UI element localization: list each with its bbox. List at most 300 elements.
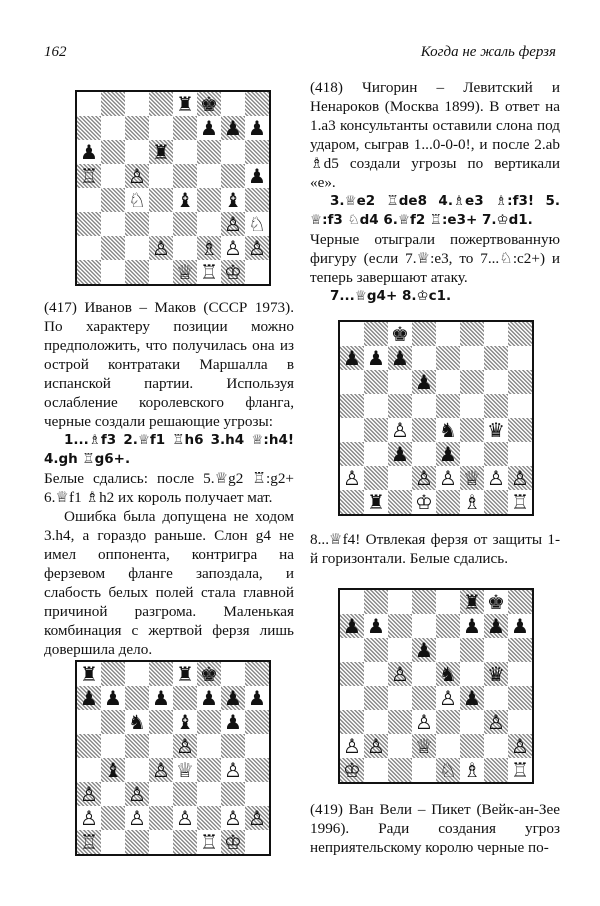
board-square <box>149 830 173 854</box>
board-square <box>364 418 388 442</box>
board-square <box>221 92 245 116</box>
board-square <box>125 734 149 758</box>
board-square <box>245 236 269 260</box>
chess-piece-icon: ♟ <box>439 442 457 466</box>
board-square <box>412 442 436 466</box>
paragraph-418-final: 8...♕f4! Отвлекая ферзя от защиты 1-й горизонтали. Белые сдались. <box>310 531 560 567</box>
board-square <box>364 322 388 346</box>
board-square <box>221 212 245 236</box>
chess-piece-icon: ♟ <box>463 686 481 710</box>
chess-piece-icon: ♟ <box>152 686 170 710</box>
board-square <box>173 140 197 164</box>
board-square <box>340 442 364 466</box>
board-square <box>245 164 269 188</box>
board-square <box>388 686 412 710</box>
chess-piece-icon: ♟ <box>224 686 242 710</box>
board-square <box>77 782 101 806</box>
board-square <box>173 260 197 284</box>
chess-piece-icon: ♛ <box>487 662 505 686</box>
chess-piece-icon: ♔ <box>343 758 361 782</box>
board-square <box>436 490 460 514</box>
chess-piece-icon: ♙ <box>248 806 266 830</box>
board-square <box>340 370 364 394</box>
board-square <box>221 758 245 782</box>
board-square <box>484 322 508 346</box>
board-square <box>125 830 149 854</box>
chess-piece-icon: ♖ <box>80 164 98 188</box>
board-square <box>221 662 245 686</box>
chess-piece-icon: ♘ <box>128 188 146 212</box>
board-square <box>173 164 197 188</box>
page-number: 162 <box>44 44 67 60</box>
chess-piece-icon: ♙ <box>248 236 266 260</box>
board-square <box>101 710 125 734</box>
board-square <box>197 830 221 854</box>
chess-piece-icon: ♙ <box>439 686 457 710</box>
board-square <box>149 236 173 260</box>
board-square <box>340 614 364 638</box>
board-square <box>149 686 173 710</box>
board-square <box>221 734 245 758</box>
board-square <box>221 164 245 188</box>
board-square <box>508 590 532 614</box>
chess-piece-icon: ♙ <box>391 662 409 686</box>
board-square <box>149 710 173 734</box>
board-square <box>340 590 364 614</box>
board-square <box>245 686 269 710</box>
board-square <box>173 734 197 758</box>
board-square <box>460 418 484 442</box>
board-square <box>460 590 484 614</box>
board-square <box>340 346 364 370</box>
chess-piece-icon: ♜ <box>176 662 194 686</box>
chess-piece-icon: ♚ <box>200 92 218 116</box>
board-square <box>101 116 125 140</box>
chess-piece-icon: ♙ <box>415 466 433 490</box>
board-square <box>125 260 149 284</box>
board-square <box>436 734 460 758</box>
board-square <box>125 686 149 710</box>
board-square <box>388 466 412 490</box>
board-square <box>508 758 532 782</box>
chess-piece-icon: ♕ <box>463 466 481 490</box>
chess-piece-icon: ♙ <box>176 734 194 758</box>
chess-piece-icon: ♘ <box>439 758 457 782</box>
board-square <box>245 140 269 164</box>
board-square <box>508 346 532 370</box>
board-square <box>221 140 245 164</box>
board-square <box>508 686 532 710</box>
chess-piece-icon: ♙ <box>224 806 242 830</box>
board-square <box>436 614 460 638</box>
chess-piece-icon: ♟ <box>391 442 409 466</box>
board-square <box>125 188 149 212</box>
board-square <box>197 758 221 782</box>
chess-diagram-419 <box>338 588 534 784</box>
chess-piece-icon: ♗ <box>463 490 481 514</box>
chess-piece-icon: ♕ <box>176 260 194 284</box>
chess-piece-icon: ♜ <box>463 590 481 614</box>
board-square <box>388 710 412 734</box>
chess-piece-icon: ♙ <box>439 466 457 490</box>
board-square <box>436 466 460 490</box>
right-column <box>310 78 560 306</box>
chess-piece-icon: ♟ <box>248 686 266 710</box>
board-square <box>221 236 245 260</box>
board-square <box>149 782 173 806</box>
board-square <box>101 734 125 758</box>
paragraph-417-result: Белые сдались: после 5.♕g2 ♖:g2+ 6.♕f1 ♗h2 их король получает мат. <box>44 470 294 506</box>
board-square <box>412 418 436 442</box>
board-square <box>388 394 412 418</box>
page-header <box>44 44 556 66</box>
board-square <box>364 442 388 466</box>
chess-piece-icon: ♟ <box>104 686 122 710</box>
chess-piece-icon: ♞ <box>128 710 146 734</box>
board-square <box>484 394 508 418</box>
chess-piece-icon: ♟ <box>487 614 505 638</box>
board-square <box>484 614 508 638</box>
board-square <box>460 490 484 514</box>
board-square <box>101 92 125 116</box>
board-square <box>173 782 197 806</box>
board-square <box>101 260 125 284</box>
board-square <box>412 710 436 734</box>
board-square <box>436 346 460 370</box>
chess-diagram-bottom <box>75 660 271 856</box>
board-square <box>364 758 388 782</box>
board-square <box>484 442 508 466</box>
paragraph-417-intro: (417) Иванов – Маков (СССР 1973). По характеру позиции можно предположить, что получилась она из острой контратаки Маршалла в испанской партии. Используя ослабление королевского фланга, черные создали решающие угрозы: <box>44 299 294 430</box>
board-square <box>412 758 436 782</box>
board-square <box>412 734 436 758</box>
chess-piece-icon: ♙ <box>224 212 242 236</box>
board-square <box>460 686 484 710</box>
board-square <box>245 260 269 284</box>
board-square <box>460 638 484 662</box>
chess-diagram-417 <box>75 90 271 286</box>
board-square <box>77 686 101 710</box>
board-square <box>221 260 245 284</box>
board-square <box>125 782 149 806</box>
board-square <box>173 686 197 710</box>
board-square <box>173 806 197 830</box>
board-square <box>508 662 532 686</box>
board-square <box>484 370 508 394</box>
board-square <box>173 830 197 854</box>
board-square <box>388 638 412 662</box>
board-square <box>484 662 508 686</box>
left-column <box>44 298 294 659</box>
paragraph-418-intro: (418) Чигорин – Левитский и Ненароков (Москва 1899). В ответ на 1.а3 консультанты оставили слона под ударом, сыграв 1...0-0-0!, и после 2.ab ♗d5 создали угрозы по вертикали «е». <box>310 79 560 191</box>
board-square <box>221 188 245 212</box>
board-square <box>101 164 125 188</box>
board-square <box>149 140 173 164</box>
board-square <box>484 686 508 710</box>
board-square <box>173 758 197 782</box>
board-square <box>77 236 101 260</box>
board-square <box>173 662 197 686</box>
board-square <box>412 590 436 614</box>
chess-piece-icon: ♜ <box>176 92 194 116</box>
board-square <box>340 710 364 734</box>
board-square <box>149 758 173 782</box>
chess-piece-icon: ♝ <box>104 758 122 782</box>
board-square <box>484 638 508 662</box>
board-square <box>125 662 149 686</box>
board-square <box>125 212 149 236</box>
board-square <box>77 662 101 686</box>
board-square <box>101 662 125 686</box>
board-square <box>484 710 508 734</box>
board-square <box>125 806 149 830</box>
board-square <box>197 164 221 188</box>
board-square <box>197 140 221 164</box>
board-square <box>125 710 149 734</box>
board-square <box>412 394 436 418</box>
board-square <box>508 638 532 662</box>
chess-piece-icon: ♝ <box>224 188 242 212</box>
board-square <box>460 322 484 346</box>
board-square <box>340 638 364 662</box>
chess-piece-icon: ♟ <box>80 686 98 710</box>
board-square <box>460 614 484 638</box>
board-square <box>436 590 460 614</box>
chess-piece-icon: ♖ <box>511 490 529 514</box>
board-square <box>149 188 173 212</box>
board-square <box>460 466 484 490</box>
chess-piece-icon: ♙ <box>367 734 385 758</box>
chess-piece-icon: ♙ <box>511 466 529 490</box>
board-square <box>508 322 532 346</box>
board-square <box>436 710 460 734</box>
board-square <box>364 734 388 758</box>
chess-piece-icon: ♟ <box>224 116 242 140</box>
board-square <box>484 490 508 514</box>
chess-piece-icon: ♚ <box>487 590 505 614</box>
board-square <box>197 116 221 140</box>
chess-piece-icon: ♝ <box>176 188 194 212</box>
board-square <box>364 490 388 514</box>
board-square <box>388 590 412 614</box>
board-square <box>149 164 173 188</box>
board-square <box>484 346 508 370</box>
chess-piece-icon: ♕ <box>176 758 194 782</box>
board-square <box>388 490 412 514</box>
chess-piece-icon: ♟ <box>415 638 433 662</box>
board-square <box>197 92 221 116</box>
board-square <box>101 236 125 260</box>
board-square <box>436 418 460 442</box>
board-square <box>484 734 508 758</box>
board-square <box>508 370 532 394</box>
board-square <box>197 710 221 734</box>
board-square <box>508 614 532 638</box>
board-square <box>364 370 388 394</box>
board-square <box>77 830 101 854</box>
chess-piece-icon: ♖ <box>200 260 218 284</box>
chess-piece-icon: ♙ <box>224 236 242 260</box>
board-square <box>77 806 101 830</box>
chess-piece-icon: ♙ <box>343 466 361 490</box>
chess-piece-icon: ♟ <box>463 614 481 638</box>
chess-piece-icon: ♙ <box>152 236 170 260</box>
board-square <box>412 490 436 514</box>
board-square <box>412 638 436 662</box>
board-square <box>460 442 484 466</box>
board-square <box>388 442 412 466</box>
board-square <box>173 212 197 236</box>
chess-piece-icon: ♟ <box>415 370 433 394</box>
board-square <box>197 662 221 686</box>
board-square <box>412 662 436 686</box>
board-square <box>484 758 508 782</box>
board-square <box>388 322 412 346</box>
chess-piece-icon: ♜ <box>152 140 170 164</box>
board-square <box>125 92 149 116</box>
board-square <box>436 662 460 686</box>
paragraph-417-comment: Ошибка была допущена не ходом 3.h4, а гораздо раньше. Слон g4 не имел оппонента, контригра на ферзевом фланге запоздала, и слабость белых полей стала главной причиной разгрома. Маленькая комбинация с жертвой ферзя лишь довершила дело. <box>44 508 294 658</box>
board-square <box>173 236 197 260</box>
board-square <box>340 394 364 418</box>
board-square <box>197 686 221 710</box>
board-square <box>508 734 532 758</box>
board-square <box>197 260 221 284</box>
board-square <box>77 92 101 116</box>
board-square <box>149 116 173 140</box>
board-square <box>460 394 484 418</box>
board-square <box>77 212 101 236</box>
chess-piece-icon: ♟ <box>367 346 385 370</box>
chess-piece-icon: ♙ <box>487 710 505 734</box>
chess-piece-icon: ♙ <box>152 758 170 782</box>
board-square <box>245 806 269 830</box>
board-square <box>364 686 388 710</box>
board-square <box>101 806 125 830</box>
board-square <box>340 686 364 710</box>
board-square <box>364 346 388 370</box>
board-square <box>436 394 460 418</box>
board-square <box>149 734 173 758</box>
board-square <box>412 466 436 490</box>
board-square <box>197 734 221 758</box>
board-square <box>508 418 532 442</box>
board-square <box>484 418 508 442</box>
chess-piece-icon: ♙ <box>128 782 146 806</box>
board-square <box>101 188 125 212</box>
board-square <box>245 734 269 758</box>
board-square <box>364 638 388 662</box>
chess-piece-icon: ♞ <box>439 662 457 686</box>
board-square <box>245 116 269 140</box>
board-square <box>125 758 149 782</box>
chess-piece-icon: ♛ <box>487 418 505 442</box>
board-square <box>436 370 460 394</box>
board-square <box>77 164 101 188</box>
board-square <box>460 758 484 782</box>
chess-piece-icon: ♙ <box>415 710 433 734</box>
board-square <box>149 260 173 284</box>
board-square <box>101 212 125 236</box>
chess-piece-icon: ♕ <box>415 734 433 758</box>
moves-417: 1...♗f3 2.♕f1 ♖h6 3.h4 ♕:h4! 4.gh ♖g6+. <box>44 432 294 467</box>
chess-piece-icon: ♚ <box>200 662 218 686</box>
chess-piece-icon: ♖ <box>200 830 218 854</box>
board-square <box>221 116 245 140</box>
board-square <box>101 782 125 806</box>
chess-piece-icon: ♖ <box>80 830 98 854</box>
board-square <box>245 830 269 854</box>
chess-piece-icon: ♙ <box>487 466 505 490</box>
board-square <box>101 140 125 164</box>
board-square <box>460 662 484 686</box>
chess-diagram-418 <box>338 320 534 516</box>
chess-piece-icon: ♙ <box>224 758 242 782</box>
chess-piece-icon: ♔ <box>224 830 242 854</box>
board-square <box>77 188 101 212</box>
board-square <box>173 92 197 116</box>
board-square <box>364 394 388 418</box>
board-square <box>508 394 532 418</box>
chess-piece-icon: ♟ <box>391 346 409 370</box>
board-square <box>412 322 436 346</box>
board-square <box>388 370 412 394</box>
board-square <box>388 758 412 782</box>
right-column-bottom <box>310 800 560 857</box>
board-square <box>221 686 245 710</box>
chess-piece-icon: ♟ <box>367 614 385 638</box>
paragraph-418-mid: Черные отыграли пожертвованную фигуру (если 7.♕:e3, то 7...♘:c2+) и теперь завершают атаку. <box>310 231 560 286</box>
board-square <box>197 188 221 212</box>
board-square <box>412 686 436 710</box>
board-square <box>412 370 436 394</box>
board-square <box>340 322 364 346</box>
board-square <box>340 490 364 514</box>
moves-418: 3.♕e2 ♖de8 4.♗e3 ♗:f3! 5. ♕:f3 ♘d4 6.♕f2 ♖:e3+ 7.♔d1. <box>310 193 560 228</box>
chess-piece-icon: ♟ <box>248 116 266 140</box>
board-square <box>388 346 412 370</box>
chess-piece-icon: ♞ <box>439 418 457 442</box>
chess-piece-icon: ♟ <box>200 686 218 710</box>
board-square <box>508 490 532 514</box>
moves-418-cont: 7...♕g4+ 8.♔c1. <box>330 288 452 304</box>
board-square <box>460 710 484 734</box>
board-square <box>125 116 149 140</box>
board-square <box>125 236 149 260</box>
chess-piece-icon: ♟ <box>343 614 361 638</box>
board-square <box>484 466 508 490</box>
board-square <box>149 92 173 116</box>
board-square <box>245 212 269 236</box>
board-square <box>245 710 269 734</box>
board-square <box>77 140 101 164</box>
board-square <box>388 614 412 638</box>
board-square <box>77 116 101 140</box>
board-square <box>149 212 173 236</box>
board-square <box>364 614 388 638</box>
board-square <box>197 236 221 260</box>
chess-piece-icon: ♟ <box>248 164 266 188</box>
board-square <box>221 830 245 854</box>
chess-piece-icon: ♟ <box>343 346 361 370</box>
board-square <box>245 782 269 806</box>
board-square <box>460 734 484 758</box>
chess-piece-icon: ♙ <box>176 806 194 830</box>
board-square <box>340 466 364 490</box>
chess-piece-icon: ♙ <box>391 418 409 442</box>
board-square <box>245 758 269 782</box>
board-square <box>436 442 460 466</box>
